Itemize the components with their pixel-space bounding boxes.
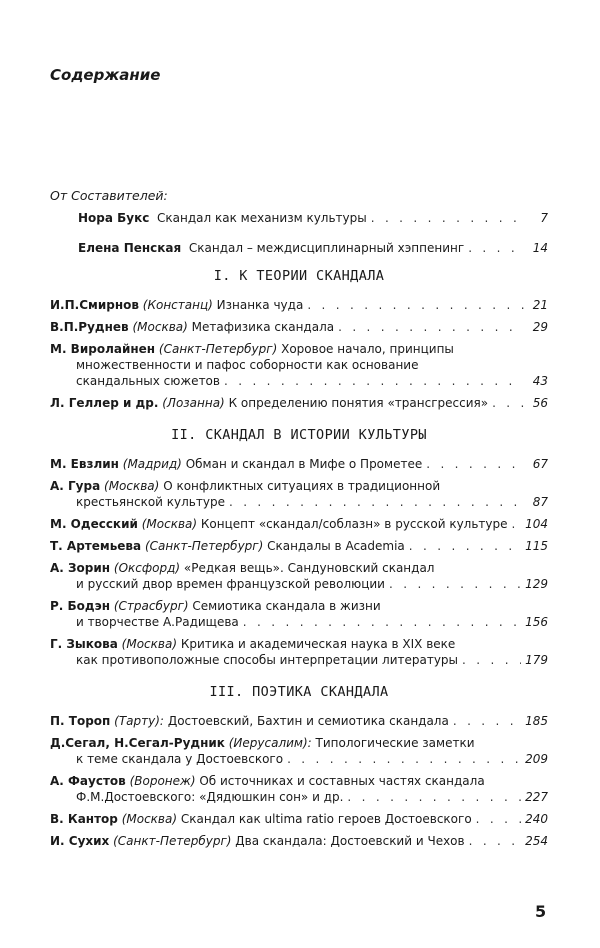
entry-author: И.П.Смирнов: [50, 298, 139, 312]
entry-author: Р. Бодэн: [50, 599, 111, 613]
entry-page: 87: [532, 495, 548, 509]
entry-city: (Москва): [121, 637, 178, 651]
page-title: Содержание: [50, 66, 161, 84]
leader-dots: [426, 456, 524, 472]
entry-page: 43: [532, 374, 548, 388]
entry-city: (Иерусалим):: [228, 736, 312, 750]
entry-page: 129: [525, 577, 548, 591]
entry-title-cont: и русский двор времен французской революции: [76, 577, 385, 591]
entry-title: Скандал как ultima ratio героев Достоевского: [180, 812, 472, 826]
entry-title: Скандал как механизм культуры: [157, 211, 367, 225]
entry-page: 185: [525, 714, 548, 728]
entry-title: Об источниках и составных частях скандала: [199, 774, 485, 788]
toc-sections: [50, 255, 548, 855]
entry-title: «Редкая вещь». Сандуновский скандал: [183, 561, 435, 575]
entry-city: (Тарту):: [114, 714, 164, 728]
section-heading: III. ПОЭТИКА СКАНДАЛА: [209, 684, 389, 700]
entry-author: Д.Сегал, Н.Сегал-Рудник: [50, 736, 225, 750]
entry-author: А. Зорин: [50, 561, 111, 575]
entry-author: П. Тороп: [50, 714, 111, 728]
entry-page: 209: [525, 752, 548, 766]
leader-dots: [462, 652, 521, 668]
leader-dots: [338, 319, 524, 335]
leader-dots: [512, 516, 522, 532]
leader-dots: [453, 713, 521, 729]
toc-entry: [78, 210, 548, 234]
entry-page: 254: [525, 834, 548, 848]
entry-page: 67: [532, 457, 548, 471]
entry-city: (Страсбург): [113, 599, 189, 613]
section-heading: II. СКАНДАЛ В ИСТОРИИ КУЛЬТУРЫ: [171, 427, 427, 443]
entry-page: 156: [525, 615, 548, 629]
entry-page: 14: [532, 241, 548, 255]
entry-city: (Лозанна): [162, 396, 225, 410]
entry-title: Изнанка чуда: [216, 298, 304, 312]
entry-author: Г. Зыкова: [50, 637, 118, 651]
entry-title: Хоровое начало, принципы: [281, 342, 454, 356]
entry-title: Семиотика скандала в жизни: [192, 599, 381, 613]
entry-title-cont: к теме скандала у Достоевского: [76, 752, 284, 766]
entry-page: 29: [532, 320, 548, 334]
entry-city: (Санкт-Петербург): [158, 342, 278, 356]
entry-title-cont: как противоположные способы интерпретации литературы: [76, 653, 459, 667]
entry-city: (Санкт-Петербург): [113, 834, 232, 848]
leader-dots: [389, 576, 521, 592]
leader-dots: [287, 751, 521, 767]
toc-entry: [50, 538, 548, 554]
leader-dots: [409, 538, 521, 554]
entry-author: Нора Букс: [78, 211, 150, 225]
entry-title: К определению понятия «трансгрессия»: [228, 396, 489, 410]
toc-entry: [50, 773, 548, 805]
toc-entry: [50, 478, 548, 510]
entry-page: 7: [540, 211, 548, 225]
entry-page: 115: [525, 539, 548, 553]
entry-title-cont: Ф.М.Достоевского: «Дядюшкин сон» и др.: [76, 790, 344, 804]
preface-label: От Составителей:: [50, 188, 168, 203]
toc-entry: [50, 456, 548, 472]
leader-dots: [347, 789, 521, 805]
entry-title: Достоевский, Бахтин и семиотика скандала: [167, 714, 449, 728]
leader-dots: [476, 811, 521, 827]
entry-author: М. Евзлин: [50, 457, 119, 471]
entry-page: 21: [532, 298, 548, 312]
toc-entry: [50, 560, 548, 592]
toc-entry: [50, 297, 548, 313]
entry-author: Т. Артемьева: [50, 539, 142, 553]
leader-dots: [468, 240, 524, 256]
entry-title-cont: скандальных сюжетов: [76, 374, 220, 388]
entry-page: 179: [525, 653, 548, 667]
toc-entry: [50, 319, 548, 335]
entry-title-cont: множественности и пафос соборности как основание: [76, 358, 419, 372]
entry-page: 104: [525, 517, 548, 531]
entry-author: А. Гура: [50, 479, 101, 493]
entry-city: (Мадрид): [122, 457, 182, 471]
entry-title: О конфликтных ситуациях в традиционной: [163, 479, 441, 493]
entry-title: Скандал – междисциплинарный хэппенинг: [188, 241, 465, 255]
entry-city: (Москва): [141, 517, 198, 531]
entry-city: (Москва): [104, 479, 160, 493]
leader-dots: [224, 373, 524, 389]
entry-title: Обман и скандал в Мифе о Прометее: [185, 457, 423, 471]
entry-author: Л. Геллер и др.: [50, 396, 159, 410]
entry-city: (Санкт-Петербург): [144, 539, 264, 553]
leader-dots: [469, 833, 522, 849]
entry-title: Два скандала: Достоевский и Чехов: [235, 834, 465, 848]
entry-city: (Оксфорд): [113, 561, 181, 575]
entry-title: Типологические заметки: [315, 736, 475, 750]
toc-entry: [50, 833, 548, 849]
toc-entry: [50, 516, 548, 532]
entry-title-cont: и творчестве А.Радищева: [76, 615, 239, 629]
entry-author: А. Фаустов: [50, 774, 126, 788]
entry-city: (Москва): [121, 812, 178, 826]
entry-title: Скандалы в Academia: [267, 539, 405, 553]
entry-page: 56: [532, 396, 548, 410]
toc-entry: [50, 598, 548, 630]
leader-dots: [371, 210, 524, 226]
entry-title: Критика и академическая наука в XIX веке: [180, 637, 456, 651]
entry-city: (Москва): [132, 320, 188, 334]
entry-city: (Воронеж): [129, 774, 196, 788]
entry-page: 227: [525, 790, 548, 804]
section-heading: I. К ТЕОРИИ СКАНДАЛА: [213, 268, 385, 284]
entry-author: В. Кантор: [50, 812, 118, 826]
entry-page: 240: [525, 812, 548, 826]
toc-entry: [50, 341, 548, 389]
entry-author: В.П.Руднев: [50, 320, 129, 334]
entry-author: Елена Пенская: [78, 241, 182, 255]
toc-entry: [50, 811, 548, 827]
toc-entry: [50, 735, 548, 767]
entry-author: И. Сухих: [50, 834, 110, 848]
entry-title: Метафизика скандала: [191, 320, 335, 334]
page-number: 5: [535, 902, 547, 921]
entry-city: (Констанц): [142, 298, 213, 312]
entry-author: М. Виролайнен: [50, 342, 156, 356]
leader-dots: [307, 297, 524, 313]
entry-title-cont: крестьянской культуре: [76, 495, 225, 509]
entry-title: Концепт «скандал/соблазн» в русской культуре: [200, 517, 508, 531]
leader-dots: [492, 395, 524, 411]
leader-dots: [229, 494, 524, 510]
toc-entry: [50, 636, 548, 668]
toc-entry: [50, 713, 548, 729]
entry-author: М. Одесский: [50, 517, 138, 531]
leader-dots: [243, 614, 521, 630]
toc-entry: [50, 395, 548, 411]
